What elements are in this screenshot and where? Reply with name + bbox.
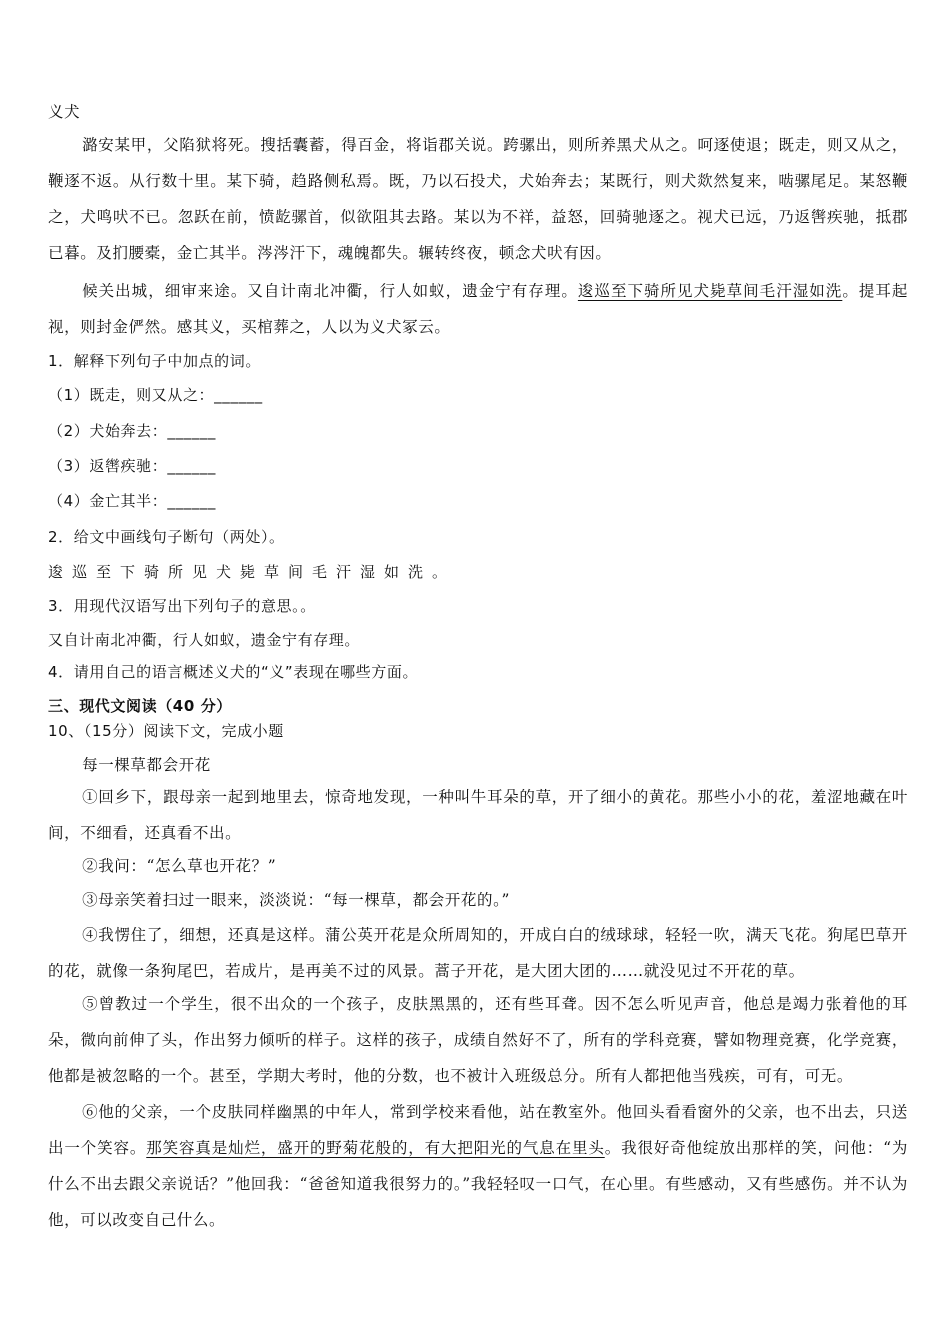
passage-paragraph-1: 潞安某甲，父陷狱将死。搜括囊蓄，得百金，将诣郡关说。跨骡出，则所养黑犬从之。呵逐使退；既走，则又从之，鞭逐不返。从行数十里。某下骑，趋路侧私焉。既，乃以石投犬，犬始奔去；某既行，则犬欻然复来，啮骡尾足。某怒鞭之，犬鸣吠不已。忽跃在前，愤龁骡首，似欲阻其去路。某以为不祥，益怒，回骑驰逐之。视犬已远，乃返辔疾驰，抵郡已暮。及扪腰橐，金亡其半。涔涔汗下，魂魄都失。辗转终夜，顿念犬吠有因。 <box>48 136 908 262</box>
question-4: 4．请用自己的语言概述义犬的“义”表现在哪些方面。 <box>48 663 419 681</box>
article-title: 每一棵草都会开花 <box>82 756 211 774</box>
article-paragraph-6 <box>48 1094 908 1238</box>
question-1: 1．解释下列句子中加点的词。 <box>48 352 261 370</box>
underlined-sentence: 那笑容真是灿烂，盛开的野菊花般的，有大把阳光的气息在里头 <box>146 1139 605 1157</box>
article-paragraph-3: ③母亲笑着扫过一眼来，淡淡说：“每一棵草，都会开花的。” <box>82 891 510 909</box>
question-10: 10、（15分）阅读下文，完成小题 <box>48 722 284 740</box>
article-paragraph-2: ②我问：“怎么草也开花？” <box>82 857 277 875</box>
question-3: 3．用现代汉语写出下列句子的意思。。 <box>48 597 316 615</box>
question-1-item-2: （2）犬始奔去：______ <box>48 422 216 440</box>
text: 。提耳起视，则封金俨然。感其义，买棺葬之，人以为义犬冢云。 <box>48 282 908 336</box>
text: 候关出城，细审来途。又自计南北冲衢，行人如蚁，遗金宁有存理。 <box>82 282 578 300</box>
article-paragraph-5: ⑤曾教过一个学生，很不出众的一个孩子，皮肤黑黑的，还有些耳聋。因不怎么听见声音，他总是竭力张着他的耳朵，微向前伸了头，作出努力倾听的样子。这样的孩子，成绩自然好不了，所有的学科竞赛，譬如物理竞赛，化学竞赛，他都是被忽略的一个。甚至，学期大考时，他的分数，也不被计入班级总分。所有人都把他当残疾，可有，可无。 <box>48 995 908 1085</box>
text: ⑥他的父亲，一个皮肤同样幽黑的中年人，常到学校来看他，站在教室外。他回头看看窗外的父亲，也不出去，只送出一个笑容。 <box>48 1103 908 1157</box>
question-1-item-1: （1）既走，则又从之：______ <box>48 386 263 404</box>
question-3-sentence: 又自计南北冲衢，行人如蚁，遗金宁有存理。 <box>48 631 361 649</box>
passage-paragraph-2 <box>48 273 908 345</box>
passage-title: 义犬 <box>48 103 81 121</box>
underlined-sentence: 逡巡至下骑所见犬毙草间毛汗湿如洗 <box>577 282 843 300</box>
question-2: 2．给文中画线句子断句（两处）。 <box>48 528 285 546</box>
question-1-item-3: （3）返辔疾驰：______ <box>48 457 216 475</box>
question-1-item-4: （4）金亡其半：______ <box>48 492 216 510</box>
section-heading: 三、现代文阅读（40 分） <box>48 697 232 715</box>
article-paragraph-1: ①回乡下，跟母亲一起到地里去，惊奇地发现，一种叫牛耳朵的草，开了细小的黄花。那些小小的花，羞涩地藏在叶间，不细看，还真看不出。 <box>48 788 908 842</box>
question-2-sentence: 逡巡至下骑所见犬毙草间毛汗湿如洗。 <box>48 563 457 581</box>
article-paragraph-4: ④我愣住了，细想，还真是这样。蒲公英开花是众所周知的，开成白白的绒球球，轻轻一吹，满天飞花。狗尾巴草开的花，就像一条狗尾巴，若成片，是再美不过的风景。蒿子开花，是大团大团的……就没见过不开花的草。 <box>48 926 908 980</box>
text: 。我很好奇他绽放出那样的笑，问他：“为什么不出去跟父亲说话？”他回我：“爸爸知道我很努力的。”我轻轻叹一口气，在心里。有些感动，又有些感伤。并不认为他，可以改变自己什么。 <box>48 1139 908 1229</box>
